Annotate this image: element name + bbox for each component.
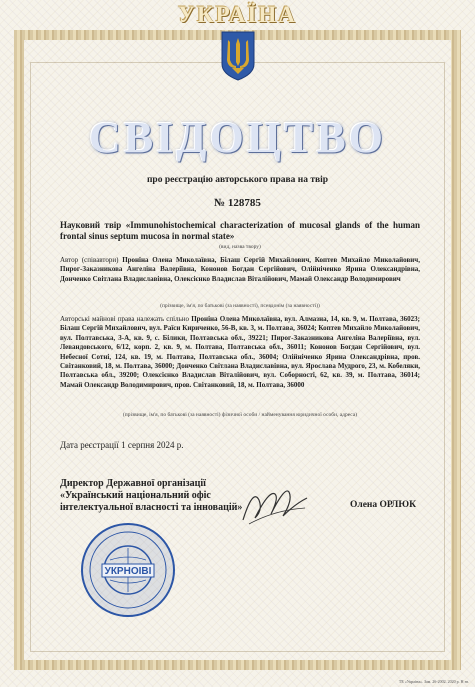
work-type-note: (вид, назва твору) <box>219 244 261 250</box>
registration-date: Дата реєстрації 1 серпня 2024 р. <box>60 440 184 450</box>
certificate-title: СВІДОЦТВО <box>89 113 386 162</box>
rights-text: Проніна Олена Миколаївна, вул. Алмазна, 14, кв. 9, м. Полтава, 36023; Білаш Сергій Михайлович, вул. Раїси Кириченко, 56-В, кв. 3, м. Полтава, 36024; Коптев Михайло Миколайович, вул. Полтавська, 3-А, кв. 9, с. Білики, Полтавська обл., 39221; Пирог-Заказникова Ангеліна Валеріївна, вул. Левандовського, 6/12, корп. 2, кв. 9, м. Полтава, Полтавська обл., 36011; Кононов Богдан Сергійович, вул. Небесної Сотні, 124, кв. 19, м. Полтава, Полтавська обл., 36004; Олійніченко Ярина Олександрівна, пров. Світанковий, 18, м. Полтава, 36000; Донченко Світлана Владиславівна, вул. Ярослава Мудрого, 23, м. Кобеляки, Полтавська обл., 39200; Олексієнко Владислав Віталійович, вул. Соборності, 62, кв. 39, м. Полтава, 36014; Мамай Олександр Володимирович, пров. Світанковий, 18, м. Полтава, 36000 <box>60 315 421 389</box>
print-footer: ТЕ «Україна». Зам. 26-2002. 2020 р. Н зв. <box>398 679 469 684</box>
country-heading: УКРАЇНА <box>178 2 297 27</box>
authors-label: Автор (співавтори) <box>60 256 119 264</box>
rights-paragraph <box>60 315 420 390</box>
official-seal-icon <box>78 520 178 620</box>
certificate-number: № 128785 <box>214 197 261 209</box>
director-name: Олена ОРЛЮК <box>350 500 416 510</box>
trident-emblem-icon <box>218 30 258 82</box>
authors-paragraph <box>60 256 420 284</box>
director-title: Директор Державної організації «Український національний офіс інтелектуальної власності та інновацій» <box>60 478 243 513</box>
work-label: Науковий твір <box>60 220 122 230</box>
seal-text: УКРНОІВІ <box>104 566 152 577</box>
rights-note: (прізвище, ім'я, по батькові (за наявності) фізичної особи / найменування юридичної особи, адреса) <box>122 412 358 418</box>
signature-icon <box>235 480 315 530</box>
work-description <box>60 220 420 242</box>
rights-label: Авторські майнові права належать спільно <box>60 315 190 323</box>
authors-names: Проніна Олена Миколаївна, Білаш Сергій Михайлович, Коптев Михайло Миколайович, Пирог-Заказникова Ангеліна Валеріївна, Кононов Богдан Сергійович, Олійніченко Ярина Олександрівна, Донченко Світлана Владиславівна, Олексієнко Владислав Віталійович, Мамай Олександр Володимирович <box>60 256 421 283</box>
certificate-subtitle: про реєстрацію авторського права на твір <box>146 175 329 185</box>
authors-note: (прізвище, ім'я, по батькові (за наявності), псевдонім (за наявності)) <box>160 303 320 309</box>
work-name: «Immunohistochemical characterization of mucosal glands of the human frontal sinus septum mucosa in normal state» <box>60 220 421 241</box>
